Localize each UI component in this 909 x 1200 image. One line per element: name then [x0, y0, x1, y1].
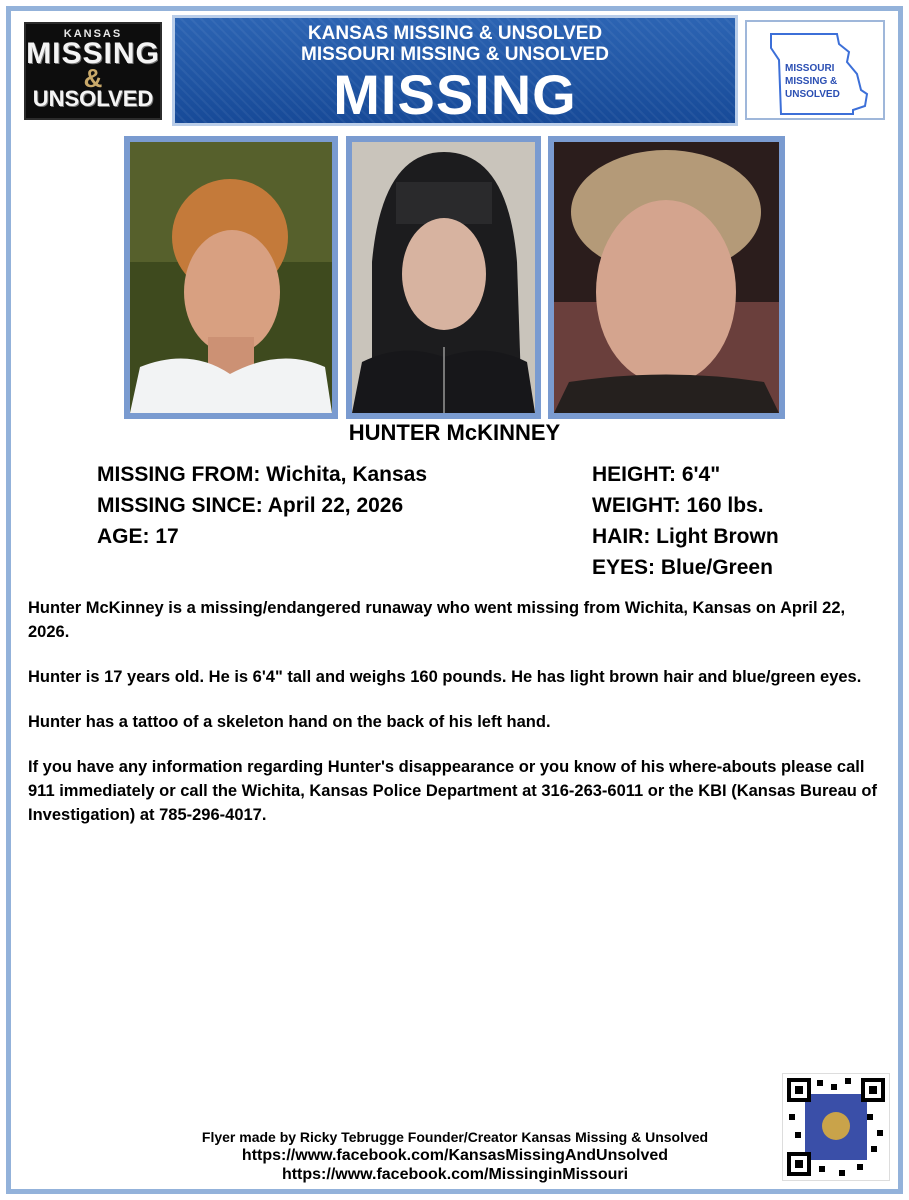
flyer-credit: Flyer made by Ricky Tebrugge Founder/Creator Kansas Missing & Unsolved — [201, 1129, 709, 1145]
age-row: AGE: 17 — [97, 525, 179, 548]
facebook-link-missouri[interactable]: https://www.facebook.com/MissinginMissouri — [281, 1166, 629, 1183]
logo-missing-text: MISSING — [26, 37, 160, 70]
photo-3 — [548, 136, 785, 419]
missouri-missing-unsolved-logo — [745, 20, 885, 120]
logo-kansas-text: KANSAS — [63, 28, 123, 40]
weight-row: WEIGHT: 160 lbs. — [592, 494, 764, 517]
description — [28, 596, 890, 848]
description-paragraph: Hunter is 17 years old. He is 6'4" tall and weighs 160 pounds. He has light brown hair and blue/green eyes. — [28, 668, 862, 686]
facebook-link-kansas[interactable]: https://www.facebook.com/KansasMissingAndUnsolved — [241, 1147, 669, 1164]
hair-row: HAIR: Light Brown — [592, 525, 779, 548]
photo-2 — [346, 136, 541, 419]
logo-ampersand-text: & — [83, 63, 103, 93]
description-paragraph: If you have any information regarding Hunter's disappearance or you know of his where-abouts please call 911 immediately or call the Wichita, Kansas Police Department at 316-263-6011 or the KBI (Kansas Bureau of Investigation) at 785-296-4017. — [28, 758, 878, 824]
logo-unsolved-text: UNSOLVED — [32, 86, 154, 111]
qr-code[interactable] — [782, 1073, 890, 1181]
missing-from-row: MISSING FROM: Wichita, Kansas — [97, 463, 428, 486]
banner-kansas-line: KANSAS MISSING & UNSOLVED — [307, 23, 603, 44]
description-paragraph: Hunter has a tattoo of a skeleton hand on the back of his left hand. — [28, 713, 551, 731]
description-paragraph: Hunter McKinney is a missing/endangered runaway who went missing from Wichita, Kansas on April 22, 2026. — [28, 599, 846, 641]
height-row: HEIGHT: 6'4" — [592, 463, 721, 486]
eyes-row: EYES: Blue/Green — [592, 556, 773, 579]
missouri-logo-text: MISSOURI MISSING & UNSOLVED — [785, 63, 840, 100]
missing-since-row: MISSING SINCE: April 22, 2026 — [97, 494, 404, 517]
kansas-missing-unsolved-logo — [24, 22, 162, 120]
header-banner — [172, 15, 738, 126]
banner-missouri-line: MISSOURI MISSING & UNSOLVED — [301, 44, 609, 65]
portrait-photo-3 — [554, 142, 779, 413]
person-name: HUNTER McKINNEY — [348, 420, 561, 445]
footer — [140, 1128, 770, 1184]
details-left — [97, 459, 427, 552]
photo-1 — [124, 136, 338, 419]
qr-code-icon — [783, 1074, 889, 1180]
portrait-photo-1 — [130, 142, 332, 413]
details-right — [592, 459, 779, 583]
portrait-photo-2 — [352, 142, 535, 413]
banner-missing-title: MISSING — [333, 63, 577, 126]
